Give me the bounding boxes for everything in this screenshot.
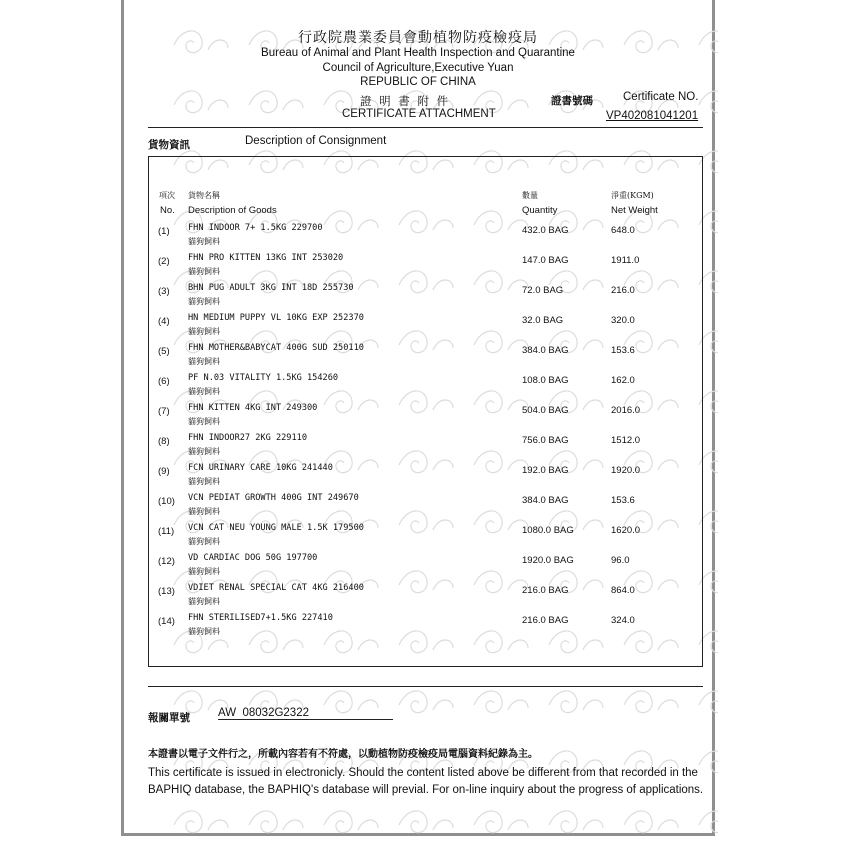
item-net-weight: 162.0: [611, 375, 635, 386]
certificate-number: VP402081041201: [606, 110, 699, 122]
attachment-title-zh: 證 明 書 附 件: [360, 94, 451, 108]
item-quantity: 384.0 BAG: [522, 345, 569, 356]
item-description: PF N.03 VITALITY 1.5KG 154260: [188, 373, 339, 383]
bureau-name-en: Bureau of Animal and Plant Health Inspection and Quarantine: [261, 47, 575, 59]
bureau-title-zh: 行政院農業委員會動植物防疫檢疫局: [298, 30, 538, 46]
item-category: 貓狗飼料: [188, 627, 220, 636]
item-description: FHN INDOOR27 2KG 229110: [188, 433, 307, 443]
item-net-weight: 153.6: [611, 345, 635, 356]
item-number: (10): [158, 496, 175, 507]
item-category: 貓狗飼料: [188, 267, 220, 276]
table-row: [149, 340, 704, 370]
table-row: [149, 520, 704, 550]
item-number: (14): [158, 616, 175, 627]
table-row: [149, 610, 704, 640]
item-category: 貓狗飼料: [188, 387, 220, 396]
item-net-weight: 648.0: [611, 225, 635, 236]
item-description: FHN STERILISED7+1.5KG 227410: [188, 613, 333, 623]
item-description: FHN PRO KITTEN 13KG INT 253020: [188, 253, 344, 263]
declaration-number: AW 08032G2322: [218, 707, 393, 720]
item-description: FHN KITTEN 4KG INT 249300: [188, 403, 318, 413]
table-row: [149, 490, 704, 520]
table-row: [149, 430, 704, 460]
item-number: (4): [158, 316, 170, 327]
notice-zh: 本證書以電子文件行之，所載內容若有不符處，以動植物防疫檢疫局電腦資料紀錄為主。: [148, 749, 538, 760]
table-divider: [148, 686, 703, 687]
item-description: VDIET RENAL SPECIAL CAT 4KG 216400: [188, 583, 364, 593]
table-row: [149, 550, 704, 580]
item-description: VD CARDIAC DOG 50G 197700: [188, 553, 318, 563]
item-category: 貓狗飼料: [188, 357, 220, 366]
item-net-weight: 864.0: [611, 585, 635, 596]
item-quantity: 108.0 BAG: [522, 375, 569, 386]
item-quantity: 1920.0 BAG: [522, 555, 574, 566]
consignment-label-en: Description of Consignment: [245, 135, 387, 147]
cert-no-label-en: Certificate NO.: [623, 91, 699, 103]
item-number: (11): [158, 526, 175, 537]
col-wt-zh: 淨重(KGM): [611, 191, 654, 200]
item-net-weight: 2016.0: [611, 405, 641, 416]
item-description: FCN URINARY CARE 10KG 241440: [188, 463, 333, 473]
item-description: VCN CAT NEU YOUNG MALE 1.5K 179500: [188, 523, 364, 533]
item-number: (9): [158, 466, 170, 477]
item-number: (3): [158, 286, 170, 297]
item-description: VCN PEDIAT GROWTH 400G INT 249670: [188, 493, 359, 503]
col-wt-en: Net Weight: [611, 205, 658, 216]
item-net-weight: 320.0: [611, 315, 635, 326]
table-row: [149, 220, 704, 250]
item-quantity: 32.0 BAG: [522, 315, 564, 326]
item-quantity: 147.0 BAG: [522, 255, 569, 266]
table-row: [149, 580, 704, 610]
item-quantity: 1080.0 BAG: [522, 525, 574, 536]
item-category: 貓狗飼料: [188, 567, 220, 576]
item-quantity: 384.0 BAG: [522, 495, 569, 506]
item-quantity: 72.0 BAG: [522, 285, 564, 296]
item-description: HN MEDIUM PUPPY VL 10KG EXP 252370: [188, 313, 364, 323]
notice-en: This certificate is issued in electronicly. Should the content listed above be different from that recorded in the BAPHIQ database, the BAPHIQ's database will previal. For on-line inquiry about the progress of applications.: [148, 767, 704, 796]
col-qty-zh: 數量: [522, 191, 538, 200]
item-net-weight: 1911.0: [611, 255, 640, 266]
item-quantity: 504.0 BAG: [522, 405, 569, 416]
item-net-weight: 96.0: [611, 555, 630, 566]
item-quantity: 216.0 BAG: [522, 585, 569, 596]
declaration-label-zh: 報關單號: [148, 712, 190, 724]
item-category: 貓狗飼料: [188, 447, 220, 456]
item-description: BHN PUG ADULT 3KG INT 18D 255730: [188, 283, 354, 293]
item-net-weight: 1620.0: [611, 525, 641, 536]
table-row: [149, 310, 704, 340]
table-row: [149, 370, 704, 400]
item-number: (1): [158, 226, 170, 237]
item-number: (7): [158, 406, 170, 417]
country-name-en: REPUBLIC OF CHINA: [360, 76, 476, 88]
item-net-weight: 1512.0: [611, 435, 641, 446]
item-category: 貓狗飼料: [188, 327, 220, 336]
item-category: 貓狗飼料: [188, 537, 220, 546]
item-net-weight: 324.0: [611, 615, 635, 626]
col-desc-zh: 貨物名稱: [188, 191, 220, 200]
council-name-en: Council of Agriculture,Executive Yuan: [322, 62, 514, 74]
item-category: 貓狗飼料: [188, 507, 220, 516]
table-row: [149, 400, 704, 430]
cert-no-label-zh: 證書號碼: [551, 95, 593, 107]
item-number: (5): [158, 346, 170, 357]
item-quantity: 432.0 BAG: [522, 225, 569, 236]
item-net-weight: 153.6: [611, 495, 635, 506]
item-number: (6): [158, 376, 170, 387]
item-description: FHN INDOOR 7+ 1.5KG 229700: [188, 223, 323, 233]
item-number: (13): [158, 586, 175, 597]
item-description: FHN MOTHER&BABYCAT 400G SUD 250110: [188, 343, 364, 353]
item-category: 貓狗飼料: [188, 477, 220, 486]
item-number: (8): [158, 436, 170, 447]
attachment-title-en: CERTIFICATE ATTACHMENT: [342, 108, 496, 120]
col-no-en: No.: [160, 205, 175, 216]
item-net-weight: 216.0: [611, 285, 635, 296]
item-quantity: 192.0 BAG: [522, 465, 569, 476]
col-qty-en: Quantity: [522, 205, 558, 216]
item-net-weight: 1920.0: [611, 465, 641, 476]
header-divider: [148, 127, 703, 128]
table-row: [149, 250, 704, 280]
item-number: (2): [158, 256, 170, 267]
item-quantity: 216.0 BAG: [522, 615, 569, 626]
col-no-zh: 項次: [159, 191, 175, 200]
item-number: (12): [158, 556, 175, 567]
consignment-label-zh: 貨物資訊: [148, 139, 190, 151]
table-row: [149, 280, 704, 310]
col-desc-en: Description of Goods: [188, 205, 277, 216]
item-category: 貓狗飼料: [188, 597, 220, 606]
item-category: 貓狗飼料: [188, 417, 220, 426]
table-row: [149, 460, 704, 490]
certificate-page: [121, 0, 715, 836]
item-category: 貓狗飼料: [188, 237, 220, 246]
item-category: 貓狗飼料: [188, 297, 220, 306]
goods-table: [148, 156, 703, 667]
item-quantity: 756.0 BAG: [522, 435, 569, 446]
